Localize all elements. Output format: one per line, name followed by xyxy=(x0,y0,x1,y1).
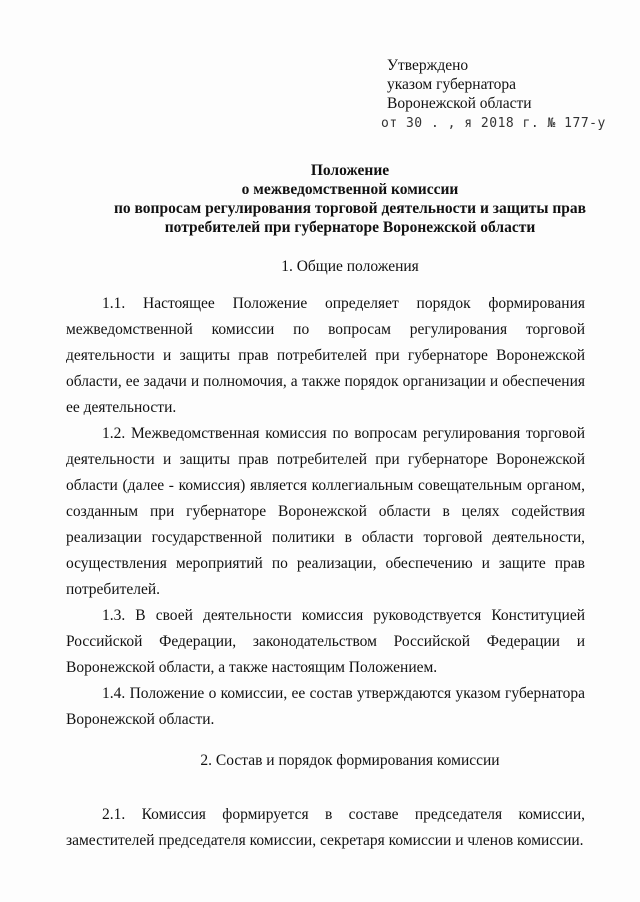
paragraph-line: потребителей. xyxy=(66,581,161,598)
paragraph-line: деятельности и защиты прав потребителей при губернаторе Воронежской xyxy=(66,451,585,468)
paragraph-1-2 xyxy=(66,421,585,603)
approval-line-2: указом губернатора xyxy=(387,76,517,93)
paragraph-line: области (далее - комиссия) является коллегиальным совещательным органом, xyxy=(66,477,585,494)
paragraph-line: созданным при губернаторе Воронежской области в целях содействия xyxy=(66,503,585,520)
paragraph-line: заместителей председателя комиссии, секретаря комиссии и членов комиссии. xyxy=(66,832,584,849)
paragraph-line: межведомственной комиссии по вопросам регулирования торговой xyxy=(66,321,585,338)
paragraph-line: Воронежской области. xyxy=(66,711,215,728)
paragraph-line: 1.1. Настоящее Положение определяет порядок формирования xyxy=(102,295,585,312)
approval-block xyxy=(381,56,606,133)
approval-line-1: Утверждено xyxy=(387,57,469,74)
paragraph-line: Воронежской области, а также настоящим Положением. xyxy=(66,659,438,676)
title-line-1: Положение xyxy=(310,162,390,179)
paragraph-1-3 xyxy=(66,603,585,681)
paragraph-1-1 xyxy=(66,291,585,421)
title-line-3: по вопросам регулирования торговой деятельности и защиты прав xyxy=(113,200,587,217)
document-title xyxy=(60,161,640,237)
paragraph-line: 1.3. В своей деятельности комиссия руководствуется Конституцией xyxy=(102,607,585,624)
section-1-heading: 1. Общие положения xyxy=(281,258,419,275)
title-line-2: о межведомственной комиссии xyxy=(241,181,459,198)
paragraph-line: деятельности и защиты прав потребителей при губернаторе Воронежской xyxy=(66,347,585,364)
paragraph-line: реализации государственной политики в области торговой деятельности, xyxy=(66,529,585,546)
paragraph-line: осуществления мероприятий по реализации, обеспечению и защите прав xyxy=(66,555,585,572)
title-line-4: потребителей при губернаторе Воронежской области xyxy=(164,219,536,236)
paragraph-2-1 xyxy=(66,802,585,854)
paragraph-line: 2.1. Комиссия формируется в составе председателя комиссии, xyxy=(102,806,585,823)
paragraph-line: 1.2. Межведомственная комиссия по вопросам регулирования торговой xyxy=(102,425,585,442)
approval-date-number: от 30 . , я 2018 г. № 177-у xyxy=(381,116,606,131)
approval-line-3: Воронежской области xyxy=(387,95,532,112)
paragraph-line: 1.4. Положение о комиссии, ее состав утверждаются указом губернатора xyxy=(102,685,585,702)
paragraph-line: ее деятельности. xyxy=(66,399,177,416)
paragraph-line: Российской Федерации, законодательством Российской Федерации и xyxy=(66,633,585,650)
paragraph-1-4 xyxy=(66,681,585,733)
paragraph-line: области, ее задачи и полномочия, а также порядок организации и обеспечения xyxy=(66,373,585,390)
section-2-heading: 2. Состав и порядок формирования комиссии xyxy=(200,752,500,769)
